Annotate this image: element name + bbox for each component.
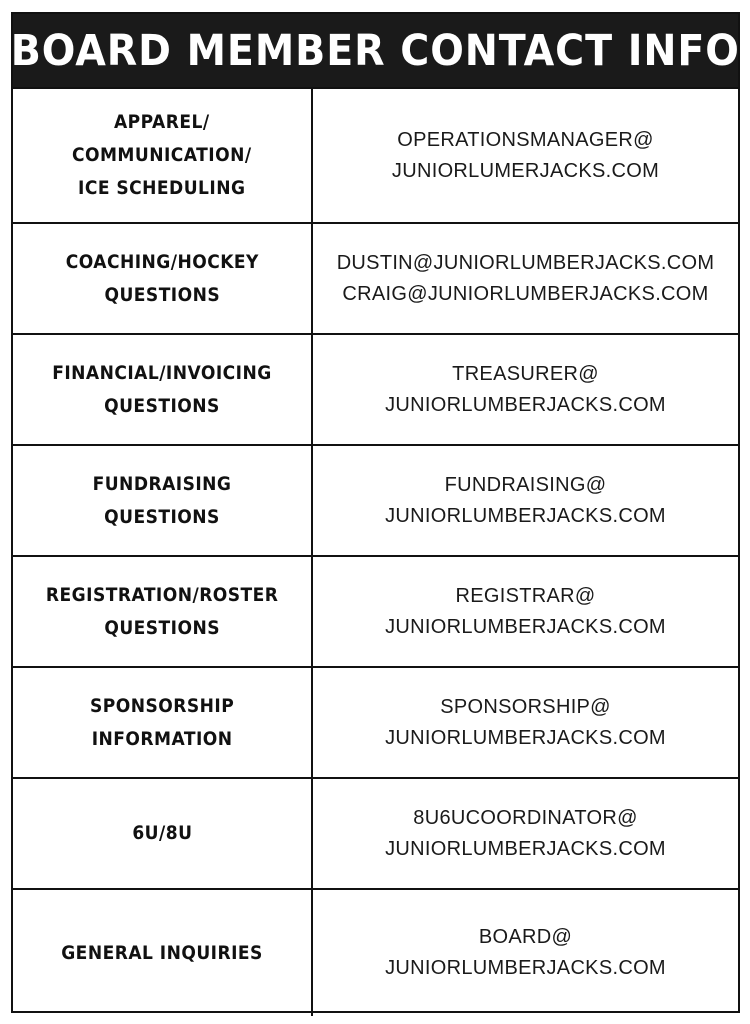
email-cell [313,446,738,555]
topic-cell [13,779,313,888]
topic-label: APPAREL/ COMMUNICATION/ ICE SCHEDULING [72,111,252,199]
email-address[interactable]: REGISTRAR@ JUNIORLUMBERJACKS.COM [385,584,666,638]
email-cell [313,890,738,1016]
email-address[interactable]: 8U6UCOORDINATOR@ JUNIORLUMBERJACKS.COM [385,806,666,860]
table-row [13,335,738,446]
email-address[interactable]: SPONSORSHIP@ JUNIORLUMBERJACKS.COM [385,695,666,749]
topic-label: REGISTRATION/ROSTER QUESTIONS [45,583,279,639]
email-address[interactable]: FUNDRAISING@ JUNIORLUMBERJACKS.COM [385,473,666,527]
table-row [13,779,738,890]
topic-cell [13,668,313,777]
email-address[interactable]: DUSTIN@JUNIORLUMBERJACKS.COM CRAIG@JUNIORLUMBERJACKS.COM [336,251,715,305]
topic-cell [13,335,313,444]
topic-label: FINANCIAL/INVOICING QUESTIONS [52,361,272,417]
page-title: BOARD MEMBER CONTACT INFO [10,25,741,76]
table-row [13,89,738,224]
table-row [13,557,738,668]
email-address[interactable]: BOARD@ JUNIORLUMBERJACKS.COM [385,926,666,979]
topic-label: FUNDRAISING QUESTIONS [92,472,232,528]
topic-label: SPONSORSHIP INFORMATION [89,694,235,750]
table-row [13,446,738,557]
topic-label: COACHING/HOCKEY QUESTIONS [65,250,259,306]
topic-cell [13,557,313,666]
topic-label: 6U/8U [131,822,193,844]
email-cell [313,335,738,444]
contact-table [13,89,738,1016]
email-cell [313,557,738,666]
table-row [13,668,738,779]
topic-label: GENERAL INQUIRIES [61,941,263,964]
table-row [13,890,738,1016]
email-address[interactable]: TREASURER@ JUNIORLUMBERJACKS.COM [385,362,666,416]
email-address[interactable]: OPERATIONSMANAGER@ JUNIORLUMERJACKS.COM [391,128,660,182]
email-cell [313,89,738,222]
email-cell [313,779,738,888]
topic-cell [13,89,313,222]
contact-sheet [11,12,740,1013]
topic-cell [13,890,313,1016]
table-row [13,224,738,335]
title-bar [10,14,741,89]
email-cell [313,668,738,777]
topic-cell [13,446,313,555]
topic-cell [13,224,313,333]
email-cell [313,224,738,333]
